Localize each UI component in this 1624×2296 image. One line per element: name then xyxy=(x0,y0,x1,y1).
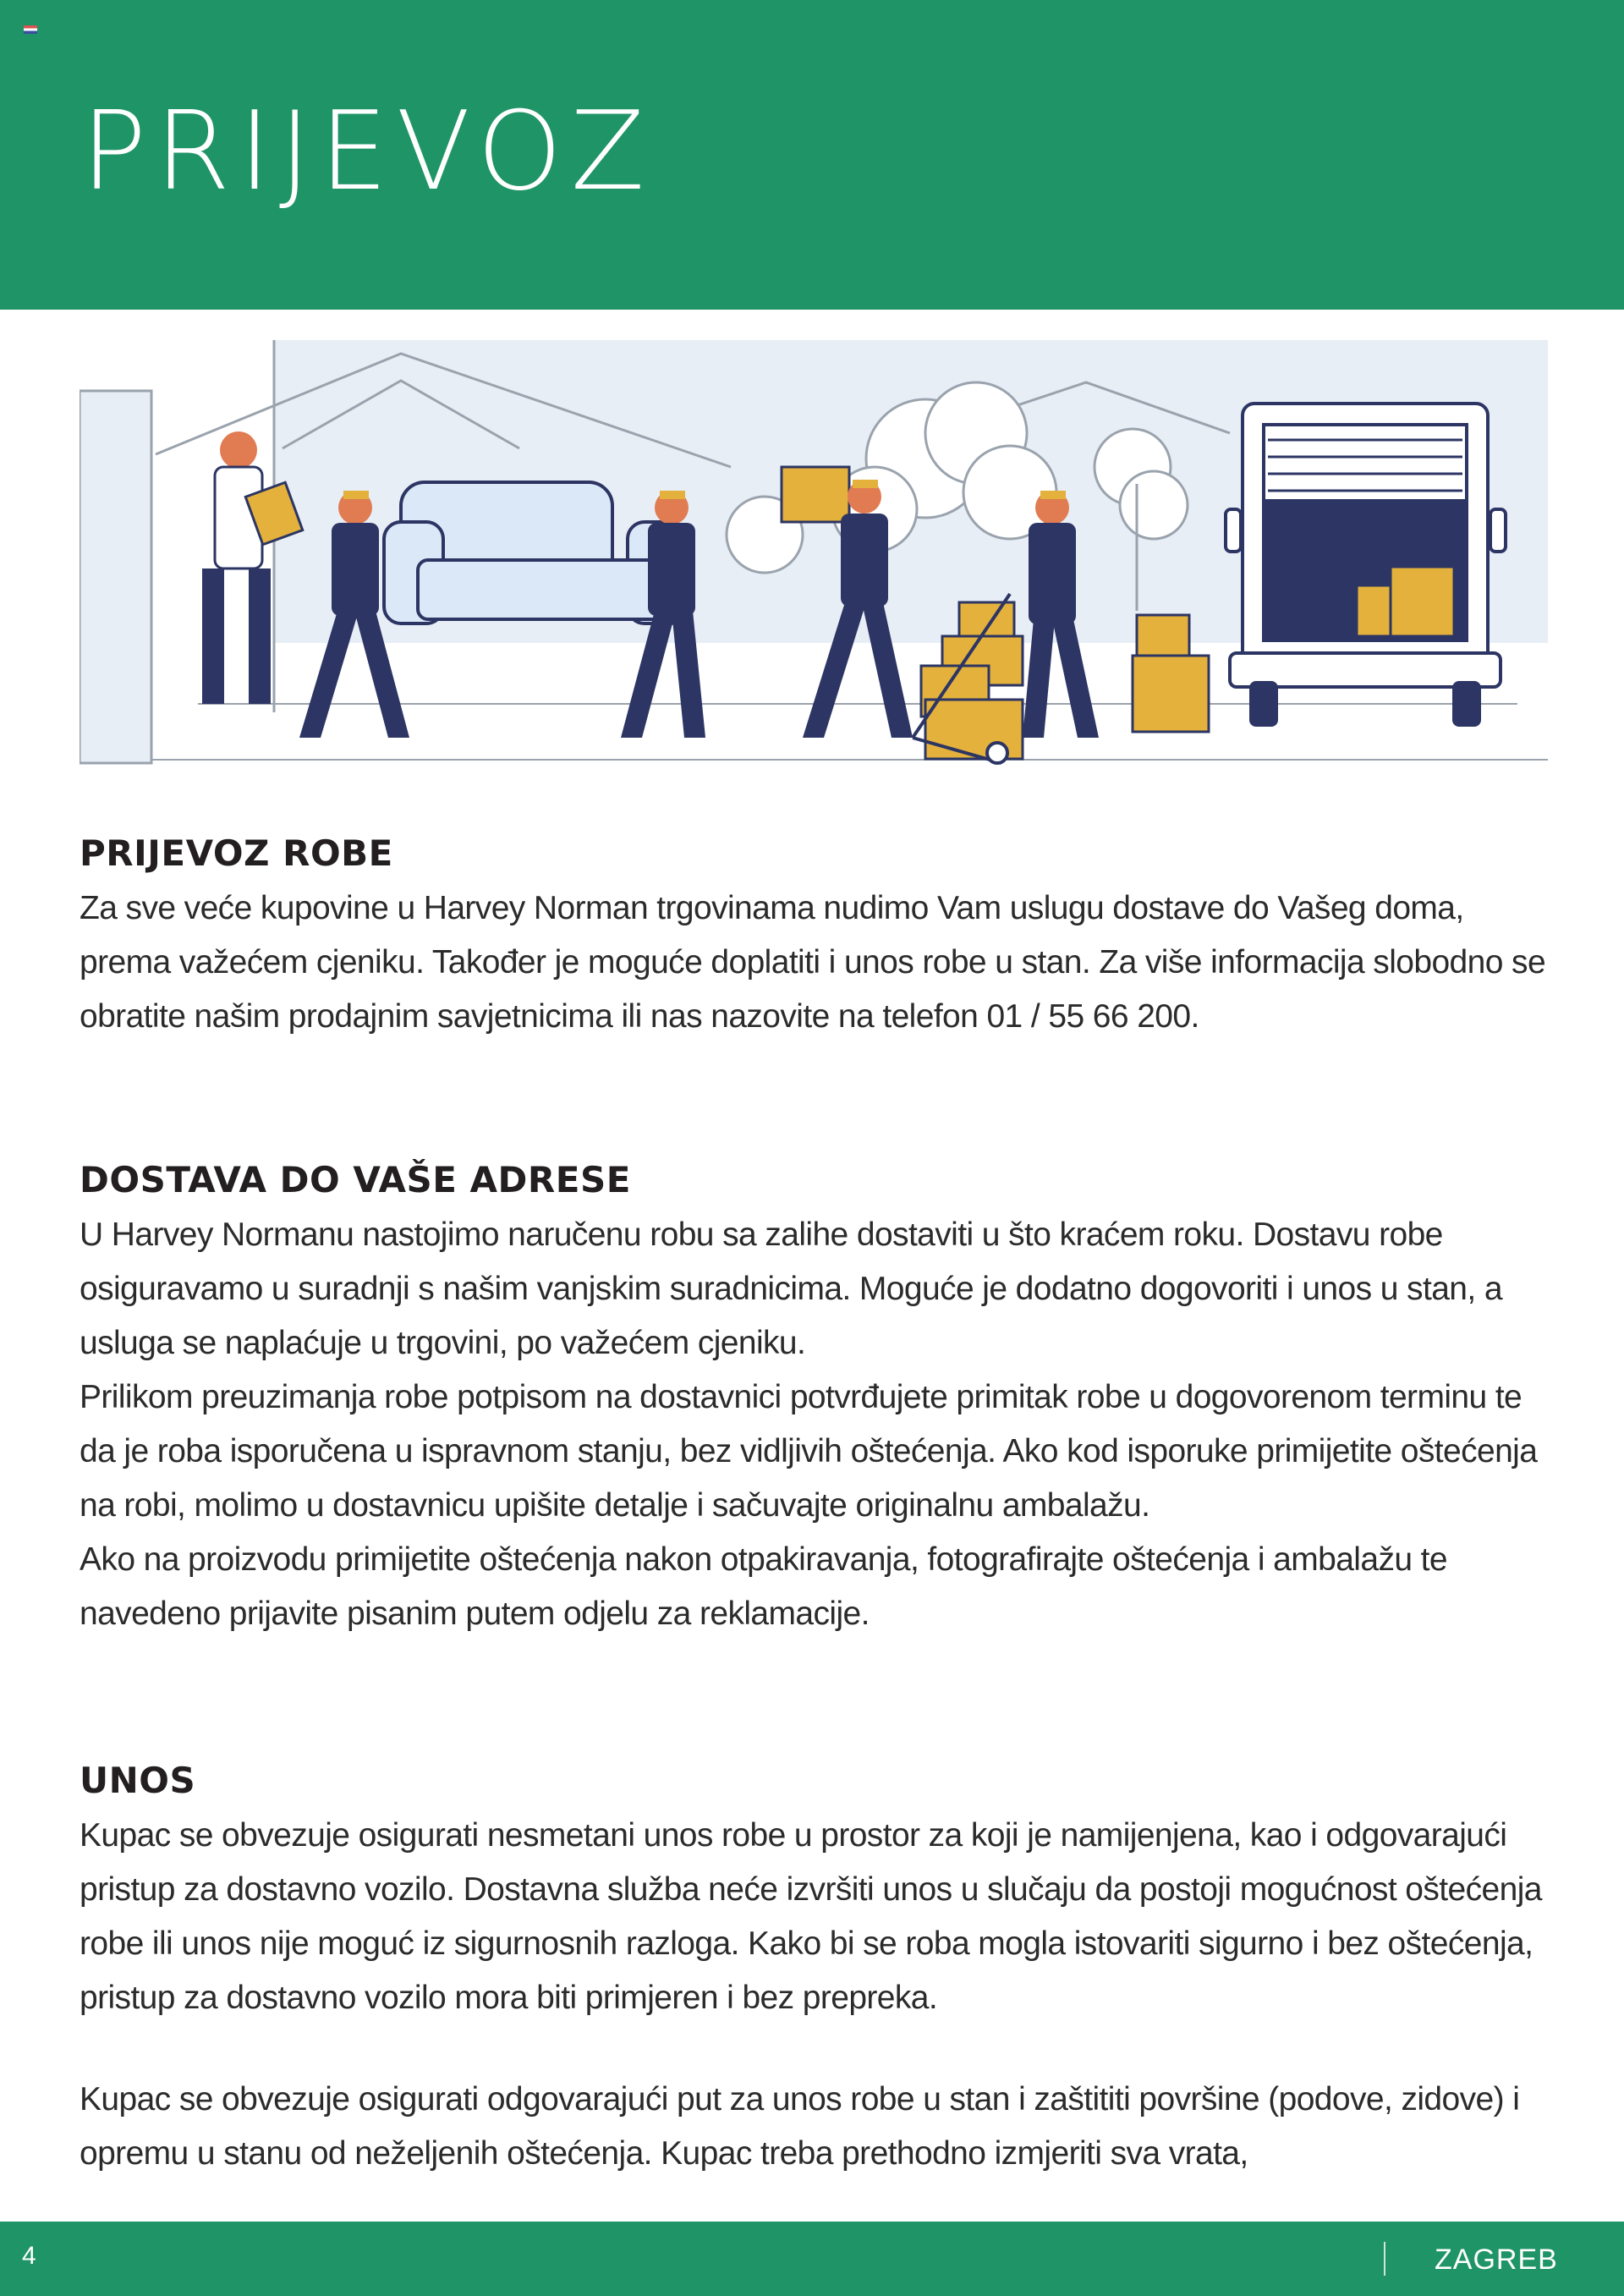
flag-icon xyxy=(24,25,37,34)
section-heading: UNOS xyxy=(80,1760,196,1801)
page-number: 4 xyxy=(22,2242,36,2270)
footer-city: ZAGREB xyxy=(1435,2244,1558,2276)
page-title: PRIJEVOZ xyxy=(81,89,654,215)
section-dostava xyxy=(80,1159,1551,1641)
movers-illustration xyxy=(80,340,1548,804)
section-heading: PRIJEVOZ ROBE xyxy=(80,832,393,874)
section-paragraph: Prilikom preuzimanja robe potpisom na dostavnici potvrđujete primitak robe u dogovorenom terminu te da je roba isporučena u ispravnom stanju, bez vidljivih oštećenja. Ako kod isporuke primijetite oštećenja na robi, molimo u dostavnicu upišite detalje i sačuvajte originalnu ambalažu. xyxy=(80,1379,1538,1524)
footer-divider xyxy=(1384,2242,1385,2276)
page-footer xyxy=(0,2222,1624,2296)
section-prijevoz-robe xyxy=(80,832,1551,1044)
section-paragraph: Ako na proizvodu primijetite oštećenja nakon otpakiravanja, fotografirajte oštećenja i ambalažu te navedeno prijavite pisanim putem odjelu za reklamacije. xyxy=(80,1541,1448,1633)
section-paragraph: U Harvey Normanu nastojimo naručenu robu sa zalihe dostaviti u što kraćem roku. Dostavu robe osiguravamo u suradnji s našim vanjskim suradnicima. Moguće je dodatno dogovoriti i unos u stan, a usluga se naplaćuje u trgovini, po važećem cjeniku. xyxy=(80,1217,1502,1362)
section-paragraph: Za sve veće kupovine u Harvey Norman trgovinama nudimo Vam uslugu dostave do Vašeg doma, prema važećem cjeniku. Također je moguće doplatiti i unos robe u stan. Za više informacija slobodno se obratite našim prodajnim savjetnicima ili nas nazovite na telefon 01 / 55 66 200. xyxy=(80,890,1546,1035)
section-paragraph: Kupac se obvezuje osigurati odgovarajući put za unos robe u stan i zaštititi površine (podove, zidove) i opremu u stanu od neželjenih oštećenja. Kupac treba prethodno izmjeriti sva vrata, xyxy=(80,2081,1520,2172)
section-paragraph: Kupac se obvezuje osigurati nesmetani unos robe u prostor za koji je namijenjena, kao i odgovarajući pristup za dostavno vozilo. Dostavna služba neće izvršiti unos u slučaju da postoji mogućnost oštećenja robe ili unos nije moguć iz sigurnosnih razloga. Kako bi se roba mogla istovariti sigurno i bez oštećenja, pristup za dostavno vozilo mora biti primjeren i bez prepreka. xyxy=(80,1817,1542,2017)
page-header xyxy=(0,0,1624,310)
section-unos xyxy=(80,1760,1551,2181)
section-heading: DOSTAVA DO VAŠE ADRESE xyxy=(80,1159,631,1200)
